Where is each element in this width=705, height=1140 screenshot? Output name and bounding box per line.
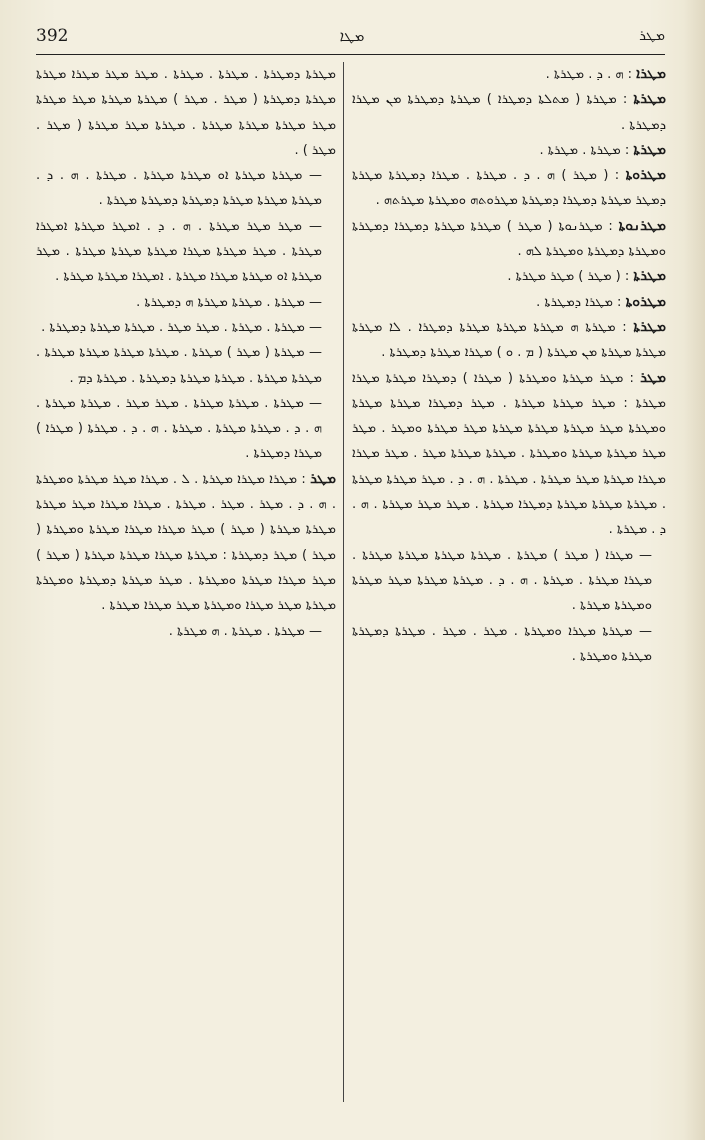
entry-headword: ܡܛܪܬܐ: [633, 91, 666, 108]
dictionary-entry: [352, 366, 666, 543]
running-head-center: ܡܛܐ: [339, 27, 365, 45]
column-separator: [343, 62, 344, 1102]
dictionary-entry: [352, 62, 666, 87]
dictionary-entry: [36, 163, 336, 214]
entry-text: : ܡܛܪܢܘܬܐ ( ܡܛܪ ) ܡܛܪܬܐ ܡܛܪܬܐ ܕܡܛܪܐ ܕܡܛܪܬܐ ܘܡܛܪܬܐ ܕܡܛܪܬܐ ܘܡܛܪܬܐ ܠܗ .: [352, 218, 666, 260]
dictionary-entry: [352, 214, 666, 265]
entry-text: — ܡܛܪܐ ( ܡܛܪ ) ܡܛܪܬܐ . ܡܛܪܬܐ ܡܛܪܬܐ ܡܛܪܬܐ ܡܛܪܬܐ . ܡܛܪܐ ܡܛܪܬܐ . ܡܛܪܬܐ . ܗ . ܕ . ܡܛܪܬܐ ܡܛܪܬܐ ܡܛܪ ܡܛܪܬܐ ܘܡܛܪܬܐ ܡܛܪܬܐ .: [352, 547, 652, 614]
entry-headword: ܡܛܪ: [640, 369, 666, 386]
dictionary-entry: [36, 290, 336, 315]
entry-headword: ܡܛܪܬܐ: [633, 141, 666, 158]
header-rule: [36, 54, 665, 55]
dictionary-entry: [36, 62, 336, 163]
entry-headword: ܡܛܪܬܐ: [633, 318, 666, 335]
dictionary-entry: [352, 543, 666, 619]
dictionary-entry: [36, 391, 336, 467]
entry-text: — ܡܛܪܬܐ . ܡܛܪܬܐ . ܡܛܪ ܡܛܪ . ܡܛܪܬܐ ܡܛܪܬܐ ܕܡܛܪܬܐ .: [41, 319, 322, 335]
entry-headword: ܡܛܪܘܬܐ: [625, 167, 666, 184]
dictionary-entry: [36, 214, 336, 290]
entry-text: : ܡܛܪܐ ܡܛܪܐ ܡܛܪܬܐ . ܠ . ܡܛܪܐ ܡܛܪ ܡܛܪܬܐ ܘܡܛܪܬܐ . ܗ . ܕ . ܡܛܪ . ܡܛܪ . ܡܛܪܬܐ . ܡܛܪܐ ܡܛܪܐ ܡܛܪ ܡܛܪܬܐ ܡܛܪܬܐ ܡܛܪܬܐ ( ܡܛܪ ) ܡܛܪ ܡܛܪܐ ܡܛܪܐ ܡܛܪܬܐ ܘܡܛܪܬܐ ( ܡܛܪ ) ܡܛܪ ܕܡܛܪܬܐ : ܡܛܪܬܐ ܡܛܪܐ ܡܛܪܬܐ ܡܛܪܬܐ ( ܡܛܪ ) ܡܛܪ ܡܛܪܐ ܡܛܪܬܐ ܘܡܛܪܬܐ . ܡܛܪ ܡܛܪܬܐ ܕܡܛܪܬܐ ܘܡܛܪܬܐ ܡܛܪܬܐ ܡܛܪ ܡܛܪܐ ܘܡܛܪܬܐ ܡܛܪ ܡܛܪܐ ܡܛܪܬܐ .: [36, 471, 336, 614]
entry-text: : ܡܛܪܐ ܕܡܛܪܬܐ .: [536, 294, 622, 310]
dictionary-entry: [36, 340, 336, 391]
entry-text: — ܡܛܪ ܡܛܪ ܡܛܪܬܐ . ܗ . ܕ . ܐܡܛܪ ܡܛܪܬܐ ܐܡܛܪܐ ܡܛܪܬܐ . ܡܛܪ ܡܛܪܬܐ ܡܛܪܐ ܡܛܪܬܐ ܡܛܪܬܐ ܡܛܪܬܐ . ܡܛܪ ܡܛܪܬܐ ܐܘ ܡܛܪܬܐ ܡܛܪܐ ܡܛܪܬܐ . ܐܡܛܪܐ ܡܛܪܬܐ ܡܛܪܬܐ .: [36, 218, 322, 285]
dictionary-entry: [352, 315, 666, 366]
entry-text: : ( ܡܛܪ ) ܗ . ܕ . ܡܛܪܬܐ . ܡܛܪܐ ܕܡܛܪܬܐ ܡܛܪܬܐ ܕܡܛܪ ܡܛܪܬܐ ܕܡܛܪܐ ܕܡܛܪܬܐ ܡܛܪܘܬܗ ܘܡܛܪܬܐ ܡܛܪܬܗ .: [352, 168, 666, 209]
entry-text: — ܡܛܪܬܐ . ܡܛܪܬܐ ܡܛܪܬܐ . ܡܛܪ ܡܛܪ . ܡܛܪܬܐ ܡܛܪܬܐ . ܗ . ܕ . ܡܛܪܬܐ ܡܛܪܬܐ . ܡܛܪܬܐ . ܗ . ܕ . ܡܛܪܬܐ ( ܡܛܪܐ ) ܡܛܪܐ ܕܡܛܪܬܐ .: [36, 395, 322, 462]
entry-headword: ܡܛܪܘܬܐ: [625, 293, 666, 310]
entry-headword: ܡܛܪ: [310, 470, 336, 487]
dictionary-entry: [352, 290, 666, 315]
entry-text: — ܡܛܪܬܐ ( ܡܛܪ ) ܡܛܪܬܐ . ܡܛܪܬܐ ܡܛܪܬܐ ܡܛܪܬܐ ܡܛܪܬܐ . ܡܛܪܬܐ ܡܛܪܬܐ . ܡܛܪܬܐ ܡܛܪܬܐ ܕܡܛܪܬܐ . ܡܛܪܬܐ ܕܡ .: [36, 345, 322, 386]
dictionary-entry: [352, 138, 666, 163]
left-column: [36, 62, 336, 1104]
page-shadow: [683, 0, 705, 1140]
entry-text: — ܡܛܪܬܐ . ܡܛܪܬܐ . ܗ ܡܛܪܬܐ .: [168, 623, 322, 639]
entry-text: ܡܛܪܬܐ ܕܡܛܪܬܐ . ܡܛܪܬܐ . ܡܛܪܬܐ . ܡܛܪ ܡܛܪ ܡܛܪܐ ܡܛܪܬܐ ܡܛܪܬܐ ܕܡܛܪܬܐ ( ܡܛܪ . ܡܛܪ ) ܡܛܪܬܐ ܡܛܪܬܐ ܡܛܪ ܡܛܪܬܐ ܡܛܪ ܡܛܪܬܐ ܡܛܪܬܐ ܡܛܪܬܐ . ܡܛܪܬܐ ܡܛܪ ܡܛܪܬܐ ( ܡܛܪ . ܡܛܪ ) .: [36, 67, 336, 158]
entry-text: — ܡܛܪܬܐ . ܡܛܪܬܐ ܡܛܪܬܐ ܗ ܕܡܛܪܬܐ .: [136, 294, 322, 310]
dictionary-entry: [36, 467, 336, 619]
dictionary-entry: [352, 264, 666, 289]
right-column: [352, 62, 666, 1104]
dictionary-entry: [352, 163, 666, 214]
page-number: 392: [36, 26, 69, 46]
entry-text: — ܡܛܪܬܐ ܡܛܪܬܐ ܐܘ ܡܛܪܬܐ ܡܛܪܬܐ . ܡܛܪܬܐ . ܗ . ܕ . ܡܛܪܬܐ ܡܛܪܬܐ ܡܛܪܬܐ ܕܡܛܪܬܐ ܕܡܛܪܬܐ ܡܛܪܬܐ .: [36, 168, 322, 209]
dictionary-entry: [352, 87, 666, 138]
entry-text: : ܡܛܪܬܐ . ܡܛܪܬܐ .: [539, 142, 630, 158]
dictionary-entry: [36, 315, 336, 340]
entry-text: : ܡܛܪܬܐ ( ܡܬܠܬܐ ܕܡܛܪܐ ) ܡܛܪܬܐ ܕܡܛܪܬܐ ܡܢ ܡܛܪܐ ܕܡܛܪܬܐ .: [352, 92, 666, 133]
entry-text: : ܡܛܪܬܐ ܗ ܡܛܪܬܐ ܡܛܪܬܐ ܡܛܪܬܐ ܕܡܛܪܐ . ܠܐ ܡܛܪܬܐ ܡܛܪܬܐ ܡܛܪܬܐ ܡܢ ܡܛܪܬܐ ( ܡ . ܘ ) ܡܛܪܐ ܡܛܪܬܐ ܕܡܛܪܬܐ .: [352, 319, 666, 361]
entry-headword: ܡܛܪܢܘܬܐ: [618, 217, 666, 234]
running-head-right: ܡܛܪ: [639, 28, 665, 44]
entry-text: — ܡܛܪܬܐ ܡܛܪܐ ܘܡܛܪܬܐ . ܡܛܪ . ܡܛܪ . ܡܛܪܬܐ ܕܡܛܪܬܐ ܡܛܪܬܐ ܘܡܛܪܬܐ .: [352, 623, 652, 664]
entry-text: : ( ܡܛܪ ) ܡܛܪ ܡܛܪܬܐ .: [507, 269, 630, 285]
entry-text: : ܗ . ܕ . ܡܛܪܬܐ .: [545, 67, 632, 82]
entry-text: : ܡܛܪ ܡܛܪܬܐ ܘܡܛܪܬܐ ( ܡܛܪܐ ) ܕܡܛܪܐ ܡܛܪܬܐ ܡܛܪܐ ܡܛܪܬܐ : ܡܛܪ ܡܛܪܬܐ ܡܛܪܬܐ . ܡܛܪ ܕܡܛܪܐ ܡܛܪܬܐ ܡܛܪܬܐ ܘܡܛܪܬܐ ܡܛܪ ܡܛܪܬܐ ܡܛܪܬܐ ܡܛܪܬܐ ܡܛܪ ܡܛܪܬܐ ܘܡܛܪ . ܡܛܪ ܡܛܪ ܡܛܪܬܐ ܡܛܪܬܐ ܘܡܛܪܬܐ . ܡܛܪܬܐ ܡܛܪܬܐ ܡܛܪ . ܡܛܪ ܡܛܪܐ ܡܛܪܐ ܡܛܪܬܐ ܡܛܪ ܡܛܪܬܐ . ܡܛܪܬܐ . ܗ . ܕ . ܡܛܪ ܡܛܪܬܐ ܡܛܪܬܐ . ܡܛܪܬܐ ܡܛܪܬܐ ܡܛܪܬܐ ܕܡܛܪܐ ܡܛܪܬܐ . ܡܛܪ ܡܛܪ ܡܛܪܬܐ . ܗ . ܕ . ܡܛܪܬܐ .: [352, 370, 666, 538]
dictionary-entry: [36, 619, 336, 644]
dictionary-entry: [352, 619, 666, 670]
entry-headword: ܡܛܪܐ: [636, 66, 666, 82]
entry-headword: ܡܛܪܬܐ: [633, 268, 666, 285]
